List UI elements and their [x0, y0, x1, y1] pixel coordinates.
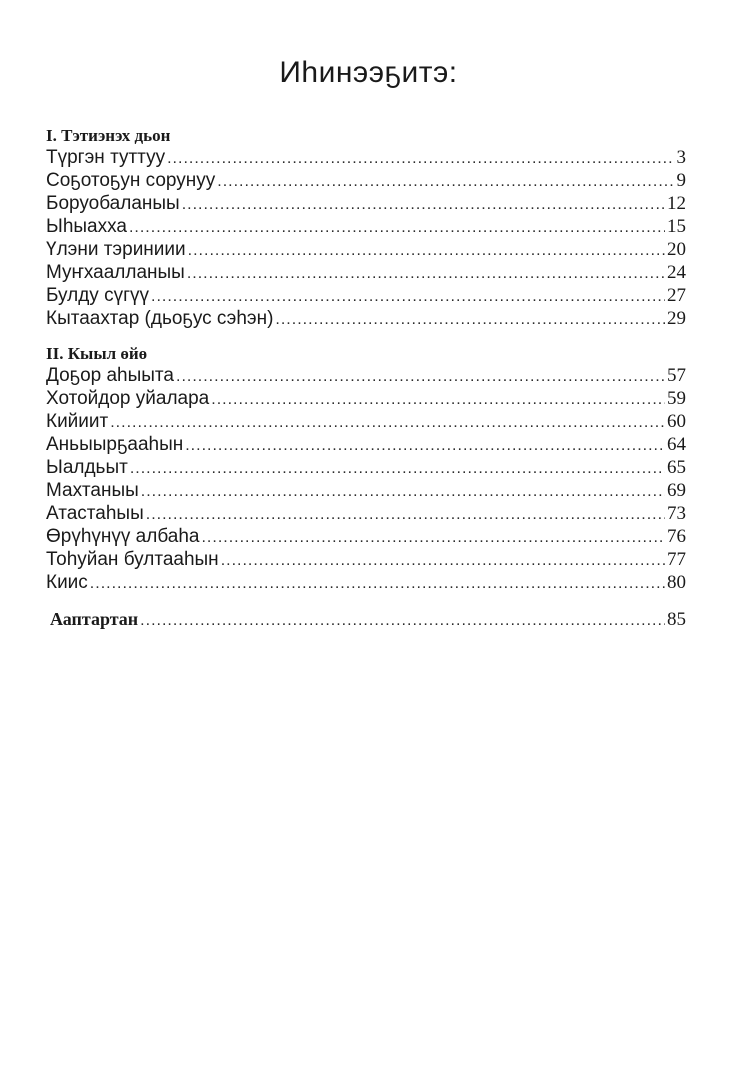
toc-entry-page: 77: [667, 549, 686, 570]
dot-leader: [90, 572, 665, 595]
table-of-contents: [46, 126, 686, 631]
toc-entry[interactable]: [46, 307, 686, 330]
toc-entry[interactable]: [46, 479, 686, 502]
toc-entry-label: Кытаахтар (дьоҕус сэһэн): [46, 308, 274, 329]
toc-entry[interactable]: [46, 502, 686, 525]
toc-entry-page: 80: [667, 572, 686, 593]
dot-leader: [188, 239, 665, 262]
toc-entry[interactable]: [46, 238, 686, 261]
dot-leader: [146, 503, 665, 526]
toc-entry[interactable]: [46, 525, 686, 548]
toc-entry-authors[interactable]: [46, 608, 686, 631]
toc-entry-page: 24: [667, 262, 686, 283]
toc-entry-page: 76: [667, 526, 686, 547]
toc-entry-label: Ыһыахха: [46, 216, 127, 237]
toc-entry-page: 73: [667, 503, 686, 524]
section-spacer: [46, 594, 686, 608]
toc-entry-page: 85: [667, 609, 686, 630]
toc-entry[interactable]: [46, 364, 686, 387]
dot-leader: [176, 365, 665, 388]
dot-leader: [211, 388, 665, 411]
toc-entry-page: 27: [667, 285, 686, 306]
toc-entry-label: Доҕор аһыыта: [46, 365, 174, 386]
toc-entry-label: Аньыырҕааһын: [46, 434, 184, 455]
toc-entry-label: Өрүһүнүү албаһа: [46, 526, 200, 547]
toc-entry-page: 65: [667, 457, 686, 478]
toc-entry-label: Ааптартан: [50, 609, 139, 629]
dot-leader: [130, 457, 665, 480]
dot-leader: [110, 411, 665, 434]
toc-entry-page: 9: [676, 170, 686, 191]
toc-entry-page: 20: [667, 239, 686, 260]
toc-entry-page: 57: [667, 365, 686, 386]
toc-entry-label: Кийиит: [46, 411, 109, 432]
dot-leader: [129, 216, 665, 239]
toc-entry-label: Киис: [46, 572, 88, 593]
dot-leader: [187, 262, 665, 285]
section-spacer: [46, 330, 686, 344]
toc-entry-page: 15: [667, 216, 686, 237]
dot-leader: [151, 285, 665, 308]
toc-entry-page: 3: [676, 147, 686, 168]
section-heading-1: I. Тэтиэнэх дьон: [46, 126, 171, 145]
toc-entry-label: Муҥхаалланыы: [46, 262, 185, 283]
toc-entry-label: Түргэн туттуу: [46, 147, 166, 168]
toc-entry[interactable]: [46, 571, 686, 594]
toc-entry-page: 12: [667, 193, 686, 214]
dot-leader: [275, 308, 665, 331]
toc-entry-label: Булду сүгүү: [46, 285, 150, 306]
toc-entry-page: 60: [667, 411, 686, 432]
dot-leader: [182, 193, 665, 216]
toc-entry[interactable]: [46, 410, 686, 433]
toc-entry[interactable]: [46, 146, 686, 169]
toc-entry[interactable]: [46, 192, 686, 215]
toc-entry-label: Ыалдьыт: [46, 457, 128, 478]
toc-entry-page: 59: [667, 388, 686, 409]
dot-leader: [201, 526, 665, 549]
toc-entry-label: Тоһуйан бултааһын: [46, 549, 219, 570]
toc-entry-label: Боруобаланыы: [46, 193, 180, 214]
dot-leader: [217, 170, 674, 193]
toc-entry[interactable]: [46, 215, 686, 238]
toc-entry-label: Атастаһыы: [46, 503, 144, 524]
dot-leader: [141, 480, 665, 503]
page-title: Иһинээҕитэ:: [279, 56, 458, 89]
toc-entry[interactable]: [46, 548, 686, 571]
toc-entry-label: Махтаныы: [46, 480, 139, 501]
toc-entry-label: Соҕотоҕун сорунуу: [46, 170, 216, 191]
toc-entry[interactable]: [46, 387, 686, 410]
toc-entry[interactable]: [46, 169, 686, 192]
toc-entry[interactable]: [46, 261, 686, 284]
section-heading-2: II. Кыыл өйө: [46, 344, 148, 363]
toc-entry[interactable]: [46, 284, 686, 307]
dot-leader: [185, 434, 665, 457]
dot-leader: [221, 549, 665, 572]
toc-entry-page: 29: [667, 308, 686, 329]
toc-entry[interactable]: [46, 456, 686, 479]
dot-leader: [167, 147, 674, 170]
toc-entry-page: 69: [667, 480, 686, 501]
toc-entry-label: Хотойдор уйалара: [46, 388, 210, 409]
toc-entry-label: Үлэни тэриниии: [46, 239, 186, 260]
toc-entry[interactable]: [46, 433, 686, 456]
dot-leader: [140, 609, 665, 632]
toc-entry-page: 64: [667, 434, 686, 455]
